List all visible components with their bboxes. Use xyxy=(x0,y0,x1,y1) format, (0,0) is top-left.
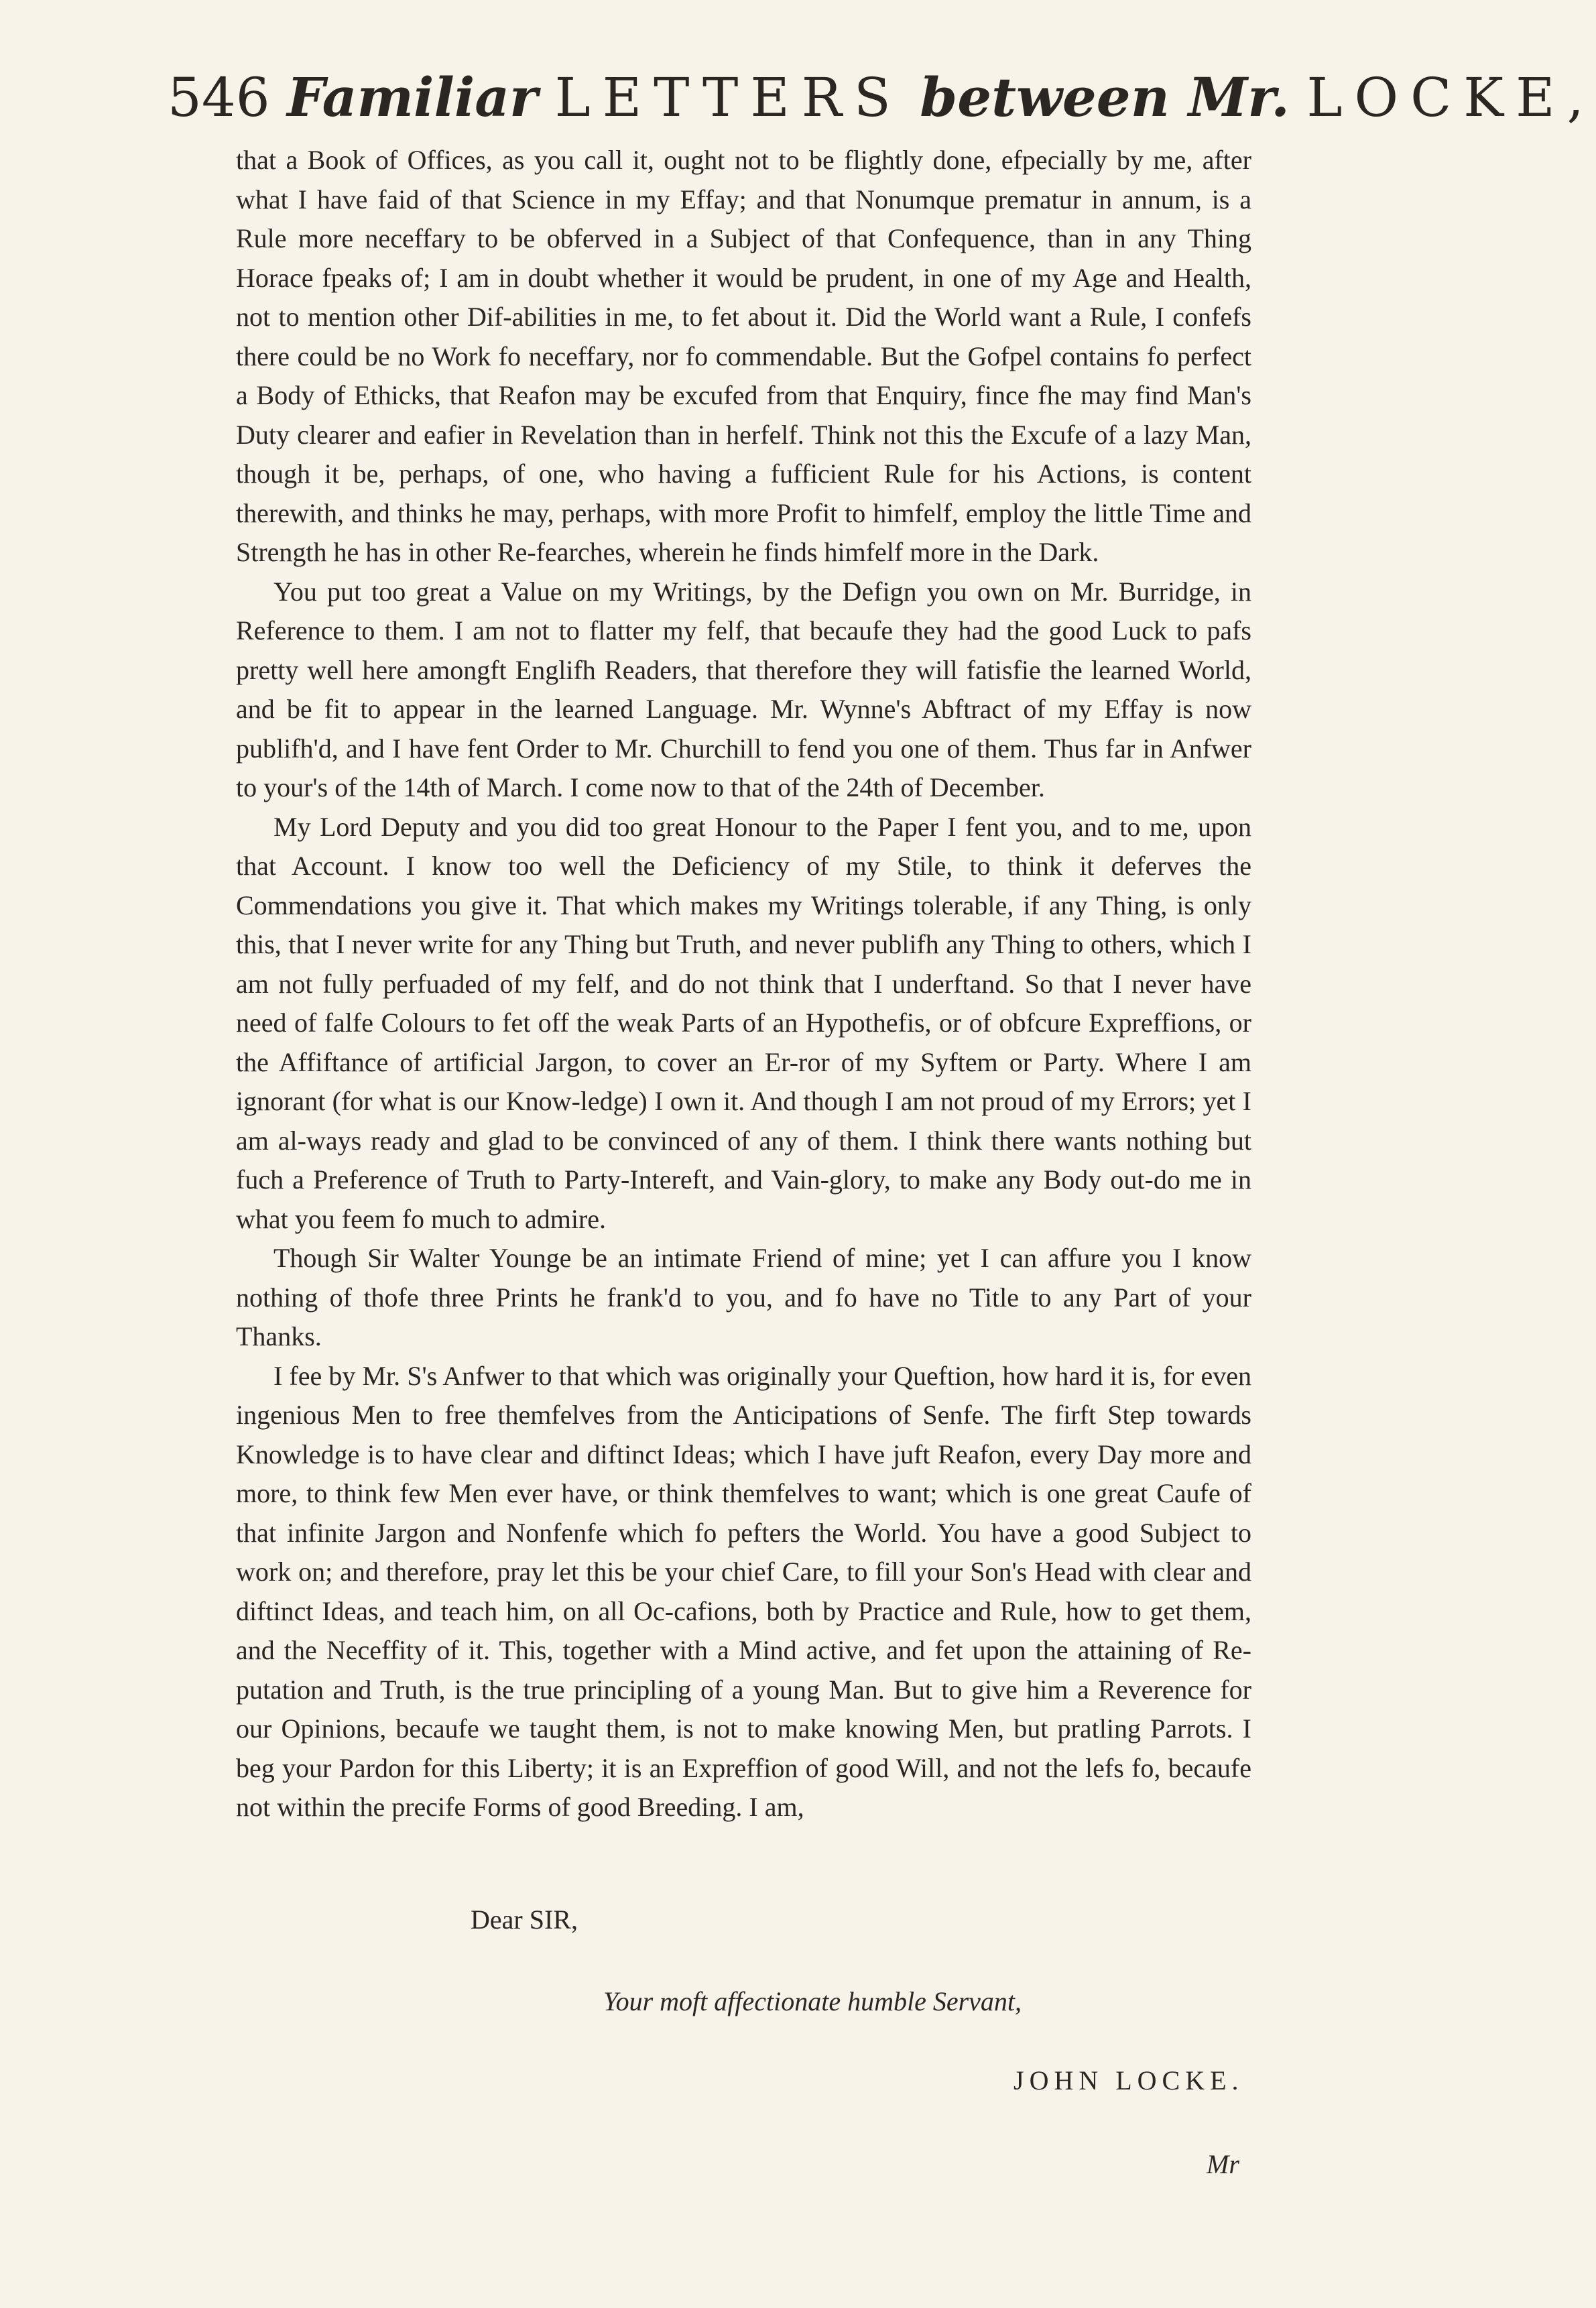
valediction: Your moft affectionate humble Servant, xyxy=(603,1986,1022,2016)
paragraph-1: that a Book of Offices, as you call it, ought not to be flightly done, efpecially by me, after what I have faid of that Science in my Effay; and that Nonumque prematur in annum, is a Rule more neceffary to be obferved in a Subject of that Confequence, than in any Thing Horace fpeaks of; I am in doubt whether it would be prudent, in one of my Age and Health, not to mention other Dif-abilities in me, to fet about it. Did the World want a Rule, I confefs there could be no Work fo neceffary, nor fo commendable. But the Gofpel contains fo perfect a Body of Ethicks, that Reafon may be excufed from that Enquiry, fince fhe may find Man's Duty clearer and eafier in Revelation than in herfelf. Think not this the Excufe of a lazy Man, though it be, perhaps, of one, who having a fufficient Rule for his Actions, is content therewith, and thinks he may, perhaps, with more Profit to himfelf, employ the little Time and Strength he has in other Re-fearches, wherein he finds himfelf more in the Dark. xyxy=(236,145,1251,567)
letter-body xyxy=(236,141,1251,1827)
salutation: Dear SIR, xyxy=(471,1904,578,1935)
header-caps-1: LETTERS xyxy=(554,66,903,129)
paragraph-4: Though Sir Walter Younge be an intimate Friend of mine; yet I can affure you I know nothing of thofe three Prints he frank'd to you, and fo have no Title to any Part of your Thanks. xyxy=(236,1243,1251,1351)
page-number: 546 xyxy=(168,66,270,129)
header-italic-1: Familiar xyxy=(287,66,538,129)
paragraph-3: My Lord Deputy and you did too great Honour to the Paper I fent you, and to me, upon that Account. I know too well the Deficiency of my Stile, to think it deferves the Commendations you give it. That which makes my Writings tolerable, if any Thing, is only this, that I never write for any Thing but Truth, and never publifh any Thing to others, which I am not fully perfuaded of my felf, and do not think that I underftand. So that I never have need of falfe Colours to fet off the weak Parts of an Hypothefis, or of obfcure Expreffions, or the Affiftance of artificial Jargon, to cover an Er-ror of my Syftem or Party. Where I am ignorant (for what is our Know-ledge) I own it. And though I am not proud of my Errors; yet I am al-ways ready and glad to be convinced of any of them. I think there wants nothing but fuch a Preference of Truth to Party-Intereft, and Vain-glory, to make any Body out-do me in what you feem fo much to admire. xyxy=(236,811,1251,1234)
signature: JOHN LOCKE. xyxy=(1014,2065,1244,2096)
running-header xyxy=(168,64,1596,131)
header-italic-2: between Mr. xyxy=(920,66,1290,129)
header-caps-2: LOCKE, xyxy=(1306,66,1596,129)
catchword: Mr xyxy=(1207,2149,1239,2179)
paragraph-5: I fee by Mr. S's Anfwer to that which was originally your Queftion, how hard it is, for even ingenious Men to free themfelves from the Anticipations of Senfe. The firft Step towards Knowledge is to have clear and diftinct Ideas; which I have juft Reafon, every Day more and more, to think few Men ever have, or think themfelves to want; which is one great Caufe of that infinite Jargon and Nonfenfe which fo pefters the World. You have a good Subject to work on; and therefore, pray let this be your chief Care, to fill your Son's Head with clear and diftinct Ideas, and teach him, on all Oc-cafions, both by Practice and Rule, how to get them, and the Neceffity of it. This, together with a Mind active, and fet upon the attaining of Re-putation and Truth, is the true principling of a young Man. But to give him a Reverence for our Opinions, becaufe we taught them, is not to make knowing Men, but pratling Parrots. I beg your Pardon for this Liberty; it is an Expreffion of good Will, and not the lefs fo, becaufe not within the precife Forms of good Breeding. I am, xyxy=(236,1360,1251,1822)
paragraph-2: You put too great a Value on my Writings, by the Defign you own on Mr. Burridge, in Reference to them. I am not to flatter my felf, that becaufe they had the good Luck to pafs pretty well here amongft Englifh Readers, that therefore they will fatisfie the learned World, and be fit to appear in the learned Language. Mr. Wynne's Abftract of my Effay is now publifh'd, and I have fent Order to Mr. Churchill to fend you one of them. Thus far in Anfwer to your's of the 14th of March. I come now to that of the 24th of December. xyxy=(236,576,1251,802)
